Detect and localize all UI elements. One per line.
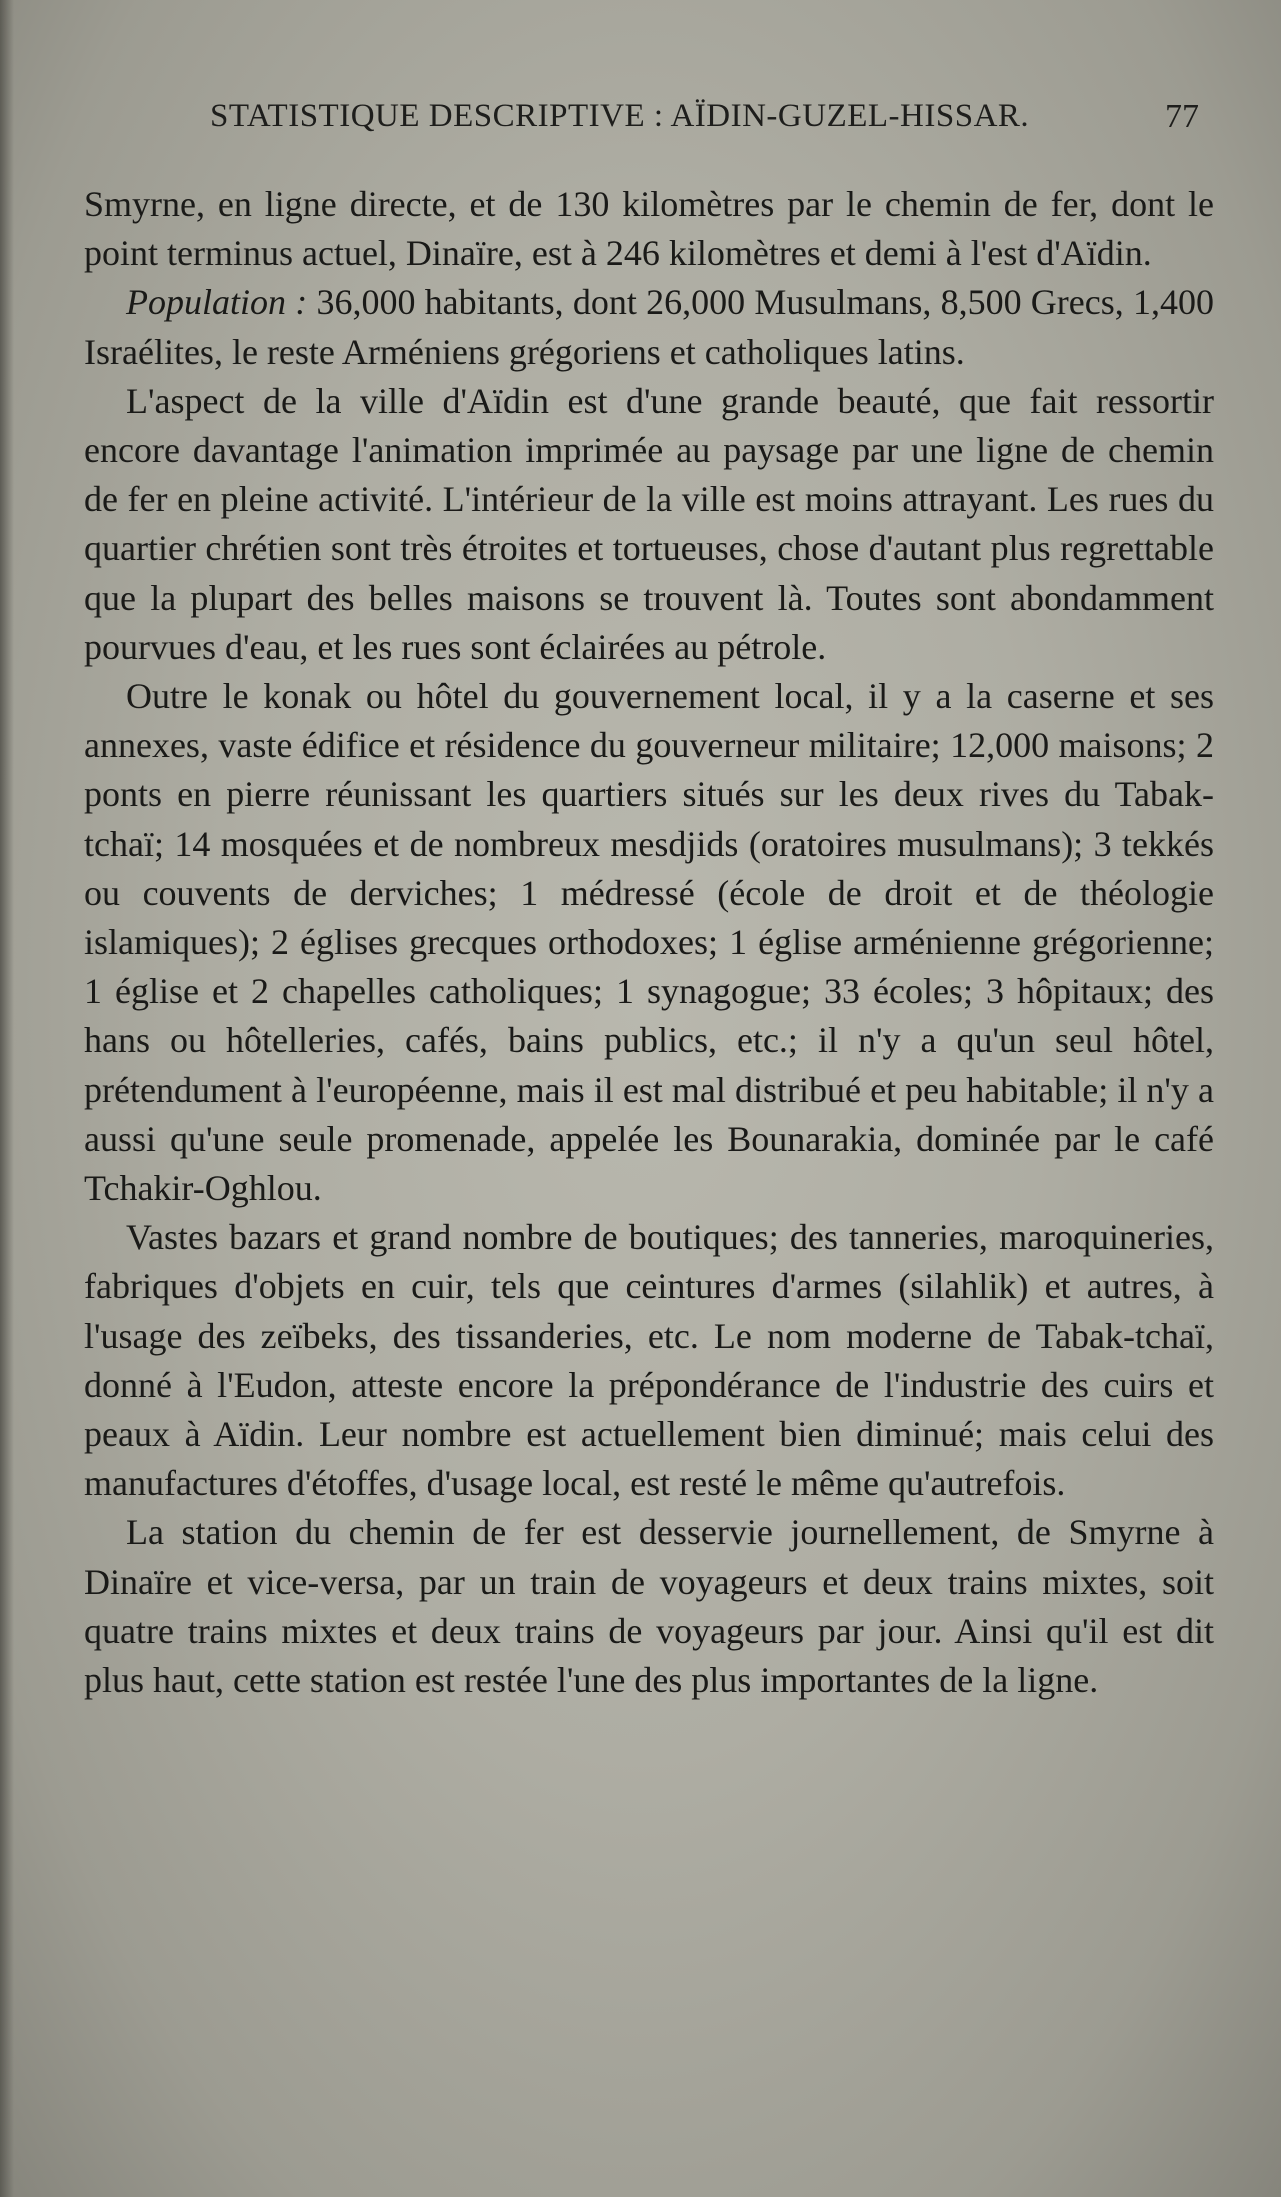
body-text xyxy=(84,180,1214,1705)
paragraph-text: Outre le konak ou hôtel du gouvernement local, il y a la caserne et ses annexes, vaste édifice et résidence du gouverneur militaire; 12,000 maisons; 2 ponts en pierre réunissant les quartiers situés sur les deux rives du Tabak-tchaï; 14 mosquées et de nombreux mesdjids (oratoires musulmans); 3 tekkés ou couvents de derviches; 1 médressé (école de droit et de théologie islamiques); 2 églises grecques orthodoxes; 1 église arménienne grégorienne; 1 église et 2 chapelles catholiques; 1 synagogue; 33 écoles; 3 hôpitaux; des hans ou hôtelleries, cafés, bains publics, etc.; il n'y a qu'un seul hôtel, prétendument à l'européenne, mais il est mal distribué et peu habitable; il n'y a aussi qu'une seule promenade, appelée les Bounarakia, dominée par le café Tchakir-Oghlou. xyxy=(84,676,1214,1209)
population-label: Population : xyxy=(126,282,308,323)
running-title: STATISTIQUE DESCRIPTIVE : AÏDIN-GUZEL-HISSAR. xyxy=(210,98,1030,134)
paragraph-railway-station xyxy=(84,1508,1214,1705)
page-number: 77 xyxy=(1165,98,1199,135)
paragraph-text: Smyrne, en ligne directe, et de 130 kilomètres par le chemin de fer, dont le point terminus actuel, Dinaïre, est à 246 kilomètres et demi à l'est d'Aïdin. xyxy=(84,184,1214,274)
paragraph-text: Vastes bazars et grand nombre de boutiques; des tanneries, maroquineries, fabriques d'objets en cuir, tels que ceintures d'armes (silahlik) et autres, à l'usage des zeïbeks, des tissanderies, etc. Le nom moderne de Tabak-tchaï, donné à l'Eudon, atteste encore la prépondérance de l'industrie des cuirs et peaux à Aïdin. Leur nombre est actuellement bien diminué; mais celui des manufactures d'étoffes, d'usage local, est resté le même qu'autrefois. xyxy=(84,1217,1214,1504)
paragraph-location xyxy=(84,180,1214,278)
paragraph-town-aspect xyxy=(84,377,1214,672)
paragraph-text: 36,000 habitants, dont 26,000 Musulmans, 8,500 Grecs, 1,400 Israélites, le reste Arméniens grégoriens et catholiques latins. xyxy=(84,282,1214,372)
paragraph-buildings xyxy=(84,672,1214,1213)
paragraph-population xyxy=(84,278,1214,376)
page-header xyxy=(84,98,1209,144)
paragraph-industry xyxy=(84,1213,1214,1508)
paragraph-text: L'aspect de la ville d'Aïdin est d'une grande beauté, que fait ressortir encore davantage l'animation imprimée au paysage par une ligne de chemin de fer en pleine activité. L'intérieur de la ville est moins attrayant. Les rues du quartier chrétien sont très étroites et tortueuses, chose d'autant plus regrettable que la plupart des belles maisons se trouvent là. Toutes sont abondamment pourvues d'eau, et les rues sont éclairées au pétrole. xyxy=(84,380,1214,667)
paragraph-text: La station du chemin de fer est desservie journellement, de Smyrne à Dinaïre et vice-versa, par un train de voyageurs et deux trains mixtes, soit quatre trains mixtes et deux trains de voyageurs par jour. Ainsi qu'il est dit plus haut, cette station est restée l'une des plus importantes de la ligne. xyxy=(84,1512,1214,1701)
